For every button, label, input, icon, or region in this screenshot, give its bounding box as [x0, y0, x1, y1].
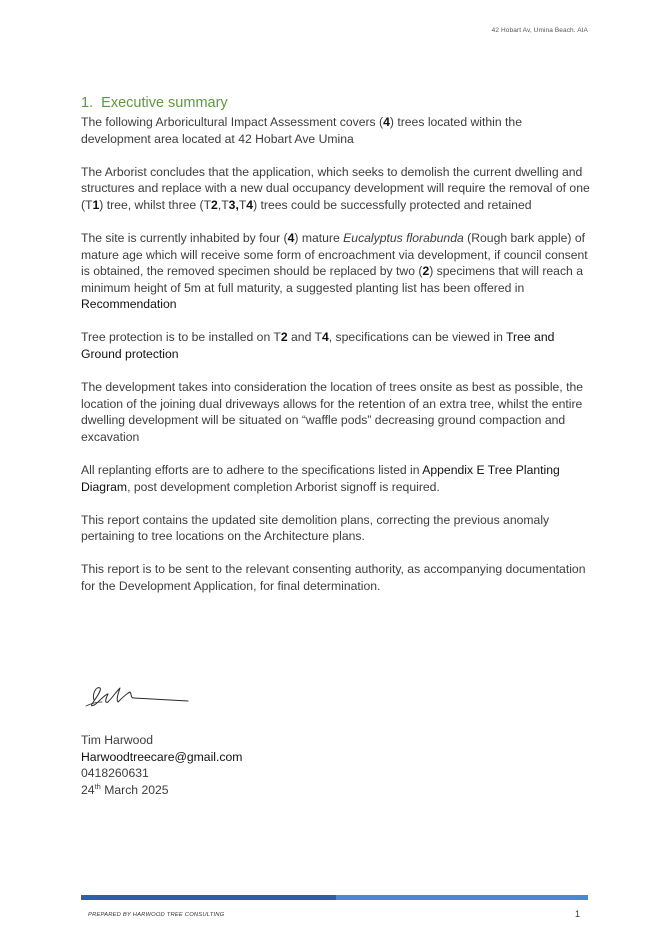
heading-number: 1.: [81, 95, 94, 111]
tree-id: 1: [92, 197, 100, 212]
paragraph-4: [81, 329, 593, 362]
executive-summary-body: [81, 114, 593, 611]
paragraph-5: The development takes into consideration the location of trees onsite as best as possible, the location of the joining dual driveways allows for the retention of an extra tree, whilst the entire dwelling development will be situated on “waffle pods” decreasing ground compaction and excavation: [81, 380, 584, 444]
tree-count: 4: [287, 230, 295, 245]
text-run: , specifications can be viewed in: [328, 330, 507, 345]
text-run: The following Arboricultural Impact Assessment covers (: [81, 115, 384, 129]
author-phone: 0418260631: [81, 766, 149, 781]
date-month-year: March 2025: [100, 782, 169, 797]
footer-bar-light: [336, 895, 588, 900]
heading-title: Executive summary: [101, 95, 228, 111]
tree-id: 3,: [228, 197, 239, 212]
tree-id: 4: [321, 330, 329, 345]
paragraph-1: [81, 114, 593, 147]
author-name: Tim Harwood: [81, 733, 154, 747]
tree-ground-protection-link[interactable]: Tree and Ground protection: [81, 330, 555, 362]
paragraph-8: This report is to be sent to the relevant consenting authority, as accompanying documentation for the Development Application, for final determination.: [81, 562, 586, 593]
text-run: ) specimens that will reach a minimum height of 5m at full maturity, a suggested planting list has been offered in: [81, 264, 583, 295]
header-address: 42 Hobart Av, Umina Beach. AIA: [491, 27, 588, 34]
text-run: ) mature: [294, 230, 344, 245]
text-run: (Rough bark apple) of mature age which will receive some form of encroachment via development, if council consent is obtained, the removed specimen should be replaced by two (: [81, 230, 588, 279]
text-run: and T: [287, 330, 322, 345]
tree-id: 4: [246, 197, 254, 212]
paragraph-6: [81, 462, 593, 495]
report-date: [81, 782, 242, 799]
section-heading: [81, 95, 228, 111]
text-run: Tree protection is to be installed on T: [81, 330, 281, 345]
text-run: ) tree, whilst three (T: [99, 197, 212, 212]
text-run: ) trees located within the development area located at 42 Hobart Ave Umina: [81, 115, 522, 146]
text-run: The Arborist concludes that the application, which seeks to demolish the current dwelling and structures and replace with a new dual occupancy development will require the removal of one (T: [81, 164, 590, 212]
tree-id: 2: [280, 330, 288, 345]
text-run: ,T: [217, 197, 229, 212]
footer-bar: [81, 895, 588, 900]
text-run: All replanting efforts are to adhere to the specifications listed in: [81, 463, 423, 477]
page-number: 1: [574, 909, 580, 919]
contact-block: [81, 732, 242, 798]
replacement-count: 2: [422, 264, 430, 279]
species-name: Eucalyptus florabunda: [343, 230, 464, 245]
footer-bar-dark: [81, 895, 336, 900]
date-day: 24: [81, 782, 95, 797]
recommendation-link[interactable]: Recommendation: [81, 297, 177, 312]
paragraph-7: This report contains the updated site demolition plans, correcting the previous anomaly pertaining to tree locations on the Architecture plans.: [81, 512, 550, 544]
tree-count: 4: [383, 115, 390, 129]
signature-image: [82, 676, 192, 716]
paragraph-2: [81, 164, 593, 214]
text-run: ) trees could be successfully protected and retained: [253, 197, 532, 212]
text-run: , post development completion Arborist signoff is required.: [127, 479, 440, 494]
text-run: T: [238, 197, 247, 212]
author-email[interactable]: Harwoodtreecare@gmail.com: [81, 749, 243, 764]
text-run: The site is currently inhabited by four (: [81, 230, 288, 245]
footer-prepared-by: PREPARED BY HARWOOD TREE CONSULTING: [88, 912, 225, 918]
paragraph-3: [81, 230, 593, 313]
tree-id: 2: [211, 197, 218, 212]
appendix-e-link[interactable]: Appendix E Tree Planting Diagram: [81, 463, 560, 494]
date-suffix: th: [94, 781, 101, 791]
